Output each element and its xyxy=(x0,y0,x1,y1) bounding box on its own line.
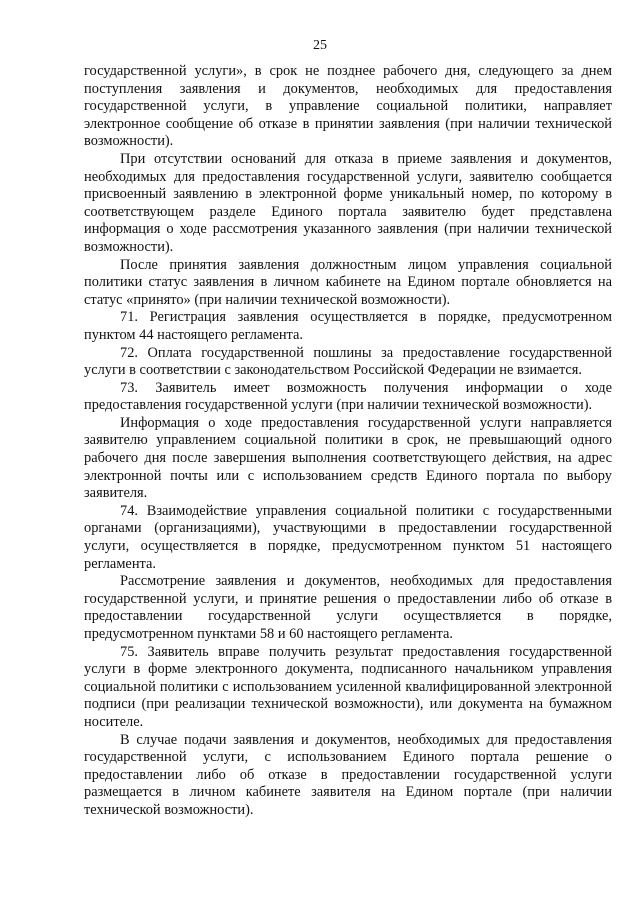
paragraph-item-72: 72. Оплата государственной пошлины за предоставление государственной услуги в соответствии с законодательством Российской Федерации не взимается. xyxy=(84,344,612,379)
page-number: 25 xyxy=(313,38,327,53)
paragraph-continuation: государственной услуги», в срок не позднее рабочего дня, следующего за днем поступления заявления и документов, необходимых для предоставления государственной услуги, в управление социальной политики, направляет электронное сообщение об отказе в принятии заявления (при наличии технической возможности). xyxy=(84,63,612,150)
paragraph-no-grounds-for-refusal: При отсутствии оснований для отказа в приеме заявления и документов, необходимых для предоставления государственной услуги, заявителю сообщается присвоенный заявлению в электронной форме уникальный номер, по которому в соответствующем разделе Единого портала заявителю будет представлена информация о ходе рассмотрения указанного заявления (при наличии технической возможности). xyxy=(84,150,612,255)
paragraph-item-74: 74. Взаимодействие управления социальной политики с государственными органами (организациями), участвующими в предоставлении государственной услуги, осуществляется в порядке, предусмотренном пунктом 51 настоящего регламента. xyxy=(84,502,612,572)
paragraph-status-accepted: После принятия заявления должностным лицом управления социальной политики статус заявления в личном кабинете на Едином портале обновляется на статус «принято» (при наличии технической возможности). xyxy=(84,256,612,308)
paragraph-portal-decision: В случае подачи заявления и документов, необходимых для предоставления государственной услуги, с использованием Единого портала решение о предоставлении либо об отказе в предоставлении государственной услуги размещается в личном кабинете заявителя на Едином портале (при наличии технической возможности). xyxy=(84,731,612,818)
paragraph-progress-information: Информация о ходе предоставления государственной услуги направляется заявителю управлением социальной политики в срок, не превышающий одного рабочего дня после завершения выполнения соответствующего действия, на адрес электронной почты или с использованием средств Единого портала по выбору заявителя. xyxy=(84,414,612,502)
paragraph-item-75: 75. Заявитель вправе получить результат предоставления государственной услуги в форме электронного документа, подписанного начальником управления социальной политики с использованием усиленной квалифицированной электронной подписи (при реализации технической возможности), или документа на бумажном носителе. xyxy=(84,643,612,730)
paragraph-item-71: 71. Регистрация заявления осуществляется в порядке, предусмотренном пунктом 44 настоящего регламента. xyxy=(84,309,612,343)
paragraph-item-73: 73. Заявитель имеет возможность получения информации о ходе предоставления государственной услуги (при наличии технической возможности). xyxy=(84,379,612,414)
document-body xyxy=(84,63,612,820)
paragraph-review-of-application: Рассмотрение заявления и документов, необходимых для предоставления государственной услуги, и принятие решения о предоставлении либо об отказе в предоставлении государственной услуги осуществляется в порядке, предусмотренном пунктами 58 и 60 настоящего регламента. xyxy=(84,573,612,642)
